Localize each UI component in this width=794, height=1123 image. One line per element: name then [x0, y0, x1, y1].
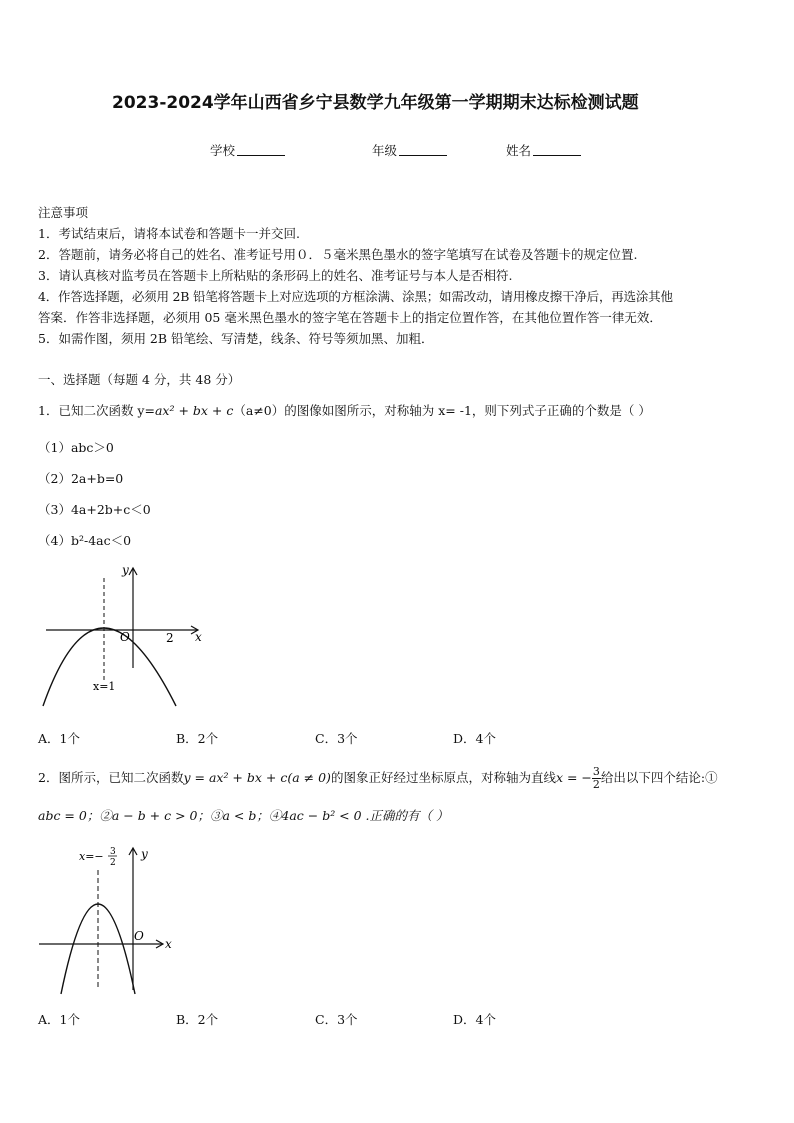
tick-label: 2 — [166, 631, 174, 645]
name-field — [506, 141, 581, 159]
q1-prefix: 1．已知二次函数 y= — [38, 403, 155, 418]
school-field — [210, 141, 285, 159]
school-blank[interactable] — [237, 143, 285, 156]
note-item: 5．如需作图，须用 2B 铅笔绘、写清楚，线条、符号等须加黑、加粗． — [38, 331, 434, 346]
q1-option-a[interactable]: A．1个 — [38, 731, 80, 746]
symmetry-label: x=− — [79, 850, 104, 863]
q2-fraction — [592, 766, 601, 791]
q1-condition: （2）2a+b=0 — [38, 471, 124, 486]
school-label: 学校 — [210, 143, 236, 158]
q2-frac-num: 3 — [592, 765, 600, 778]
q1-condition: （1）abc＞0 — [38, 440, 114, 455]
question-2-stem — [38, 766, 718, 791]
q1-text: （a≠0）的图像如图所示，对称轴为 x= -1，则下列式子正确的个数是（ ） — [233, 403, 651, 418]
note-item: 4．作答选择题，必须用 2B 铅笔将答题卡上对应选项的方框涂满、涂黑；如需改动，请用橡皮擦干净后，再选涂其他 — [38, 289, 673, 304]
q2-frac-den: 2 — [592, 778, 600, 791]
q2-option-c[interactable]: C．3个 — [315, 1012, 358, 1027]
origin-label: O — [134, 929, 144, 943]
grade-label: 年级 — [372, 143, 398, 158]
note-item: 答案．作答非选择题，必须用 05 毫米黑色墨水的签字笔在答题卡上的指定位置作答，在其他位置作答一律无效． — [38, 310, 662, 325]
q2-option-d[interactable]: D．4个 — [453, 1012, 496, 1027]
q2-suffix: 给出以下四个结论:① — [600, 770, 718, 785]
section-heading: 一、选择题（每题 4 分，共 48 分） — [38, 372, 241, 387]
y-axis-label: y — [141, 847, 148, 861]
q1-option-b[interactable]: B．2个 — [176, 731, 219, 746]
symmetry-label: x=1 — [93, 680, 116, 693]
q1-condition: （4）b²-4ac＜0 — [38, 533, 132, 548]
origin-label: O — [120, 630, 130, 644]
x-axis-label: x — [165, 937, 172, 951]
q2-text: 的图象正好经过坐标原点，对称轴为直线 — [330, 770, 556, 785]
note-item: 3．请认真核对监考员在答题卡上所粘贴的条形码上的姓名、准考证号与本人是否相符. — [38, 268, 513, 283]
q1-condition: （3）4a+2b+c＜0 — [38, 502, 151, 517]
grade-blank[interactable] — [399, 143, 447, 156]
q2-formula: y = ax² + bx + c(a ≠ 0) — [183, 770, 331, 785]
y-axis-label: y — [122, 563, 129, 577]
q2-parabola-figure — [35, 840, 185, 1000]
q2-prefix: 2．图所示，已知二次函数 — [38, 770, 184, 785]
x-axis-label: x — [195, 630, 202, 644]
symmetry-frac-num: 3 — [110, 847, 116, 857]
notes-heading: 注意事项 — [38, 205, 89, 220]
q2-axis-eq: x = − — [555, 770, 592, 785]
note-item: 2．答题前，请务必将自己的姓名、准考证号用０．５毫米黑色墨水的签字笔填写在试卷及答题卡的规定位置. — [38, 247, 638, 262]
question-1-stem — [38, 401, 651, 419]
q2-option-a[interactable]: A．1个 — [38, 1012, 80, 1027]
q1-parabola-figure — [38, 560, 218, 712]
symmetry-frac-den: 2 — [110, 858, 116, 868]
note-item: 1．考试结束后，请将本试卷和答题卡一并交回. — [38, 226, 300, 241]
parabola-curve — [61, 904, 135, 994]
q1-option-c[interactable]: C．3个 — [315, 731, 358, 746]
name-label: 姓名 — [506, 143, 532, 158]
q1-formula: ax² + bx + c — [154, 403, 234, 418]
parabola-curve — [43, 628, 176, 706]
grade-field — [372, 141, 447, 159]
q1-option-d[interactable]: D．4个 — [453, 731, 496, 746]
page-title: 2023-2024学年山西省乡宁县数学九年级第一学期期末达标检测试题 — [112, 93, 639, 113]
q2-option-b[interactable]: B．2个 — [176, 1012, 219, 1027]
q2-conclusions: abc = 0；②a − b + c > 0；③a < b；④4ac − b² < 0 .正确的有（ ） — [38, 808, 449, 823]
name-blank[interactable] — [533, 143, 581, 156]
